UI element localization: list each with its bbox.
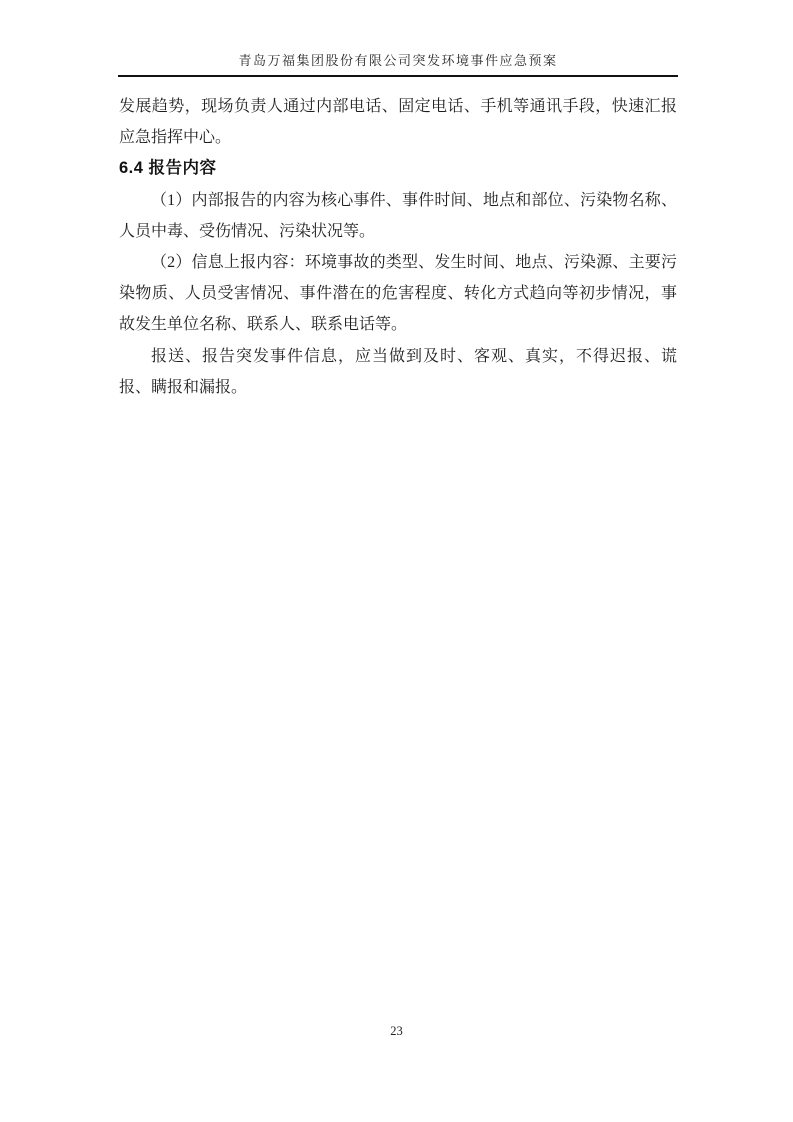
paragraph-internal-report: （1）内部报告的内容为核心事件、事件时间、地点和部位、污染物名称、人员中毒、受伤情况、污染状况等。	[119, 191, 677, 240]
section-heading-6-4: 6.4 报告内容	[119, 159, 217, 178]
paragraph-reporting-requirements: 报送、报告突发事件信息，应当做到及时、客观、真实，不得迟报、谎报、瞒报和漏报。	[119, 347, 677, 396]
page-header	[118, 50, 678, 77]
paragraph-continuation: 发展趋势，现场负责人通过内部电话、固定电话、手机等通讯手段，快速汇报应急指挥中心。	[119, 98, 677, 147]
page-header-title: 青岛万福集团股份有限公司突发环境事件应急预案	[238, 53, 558, 68]
document-body	[119, 91, 677, 403]
paragraph-information-report: （2）信息上报内容：环境事故的类型、发生时间、地点、污染源、主要污染物质、人员受害情况、事件潜在的危害程度、转化方式趋向等初步情况，事故发生单位名称、联系人、联系电话等。	[119, 254, 677, 334]
page-number: 23	[390, 1024, 403, 1038]
page-footer	[0, 1024, 793, 1039]
